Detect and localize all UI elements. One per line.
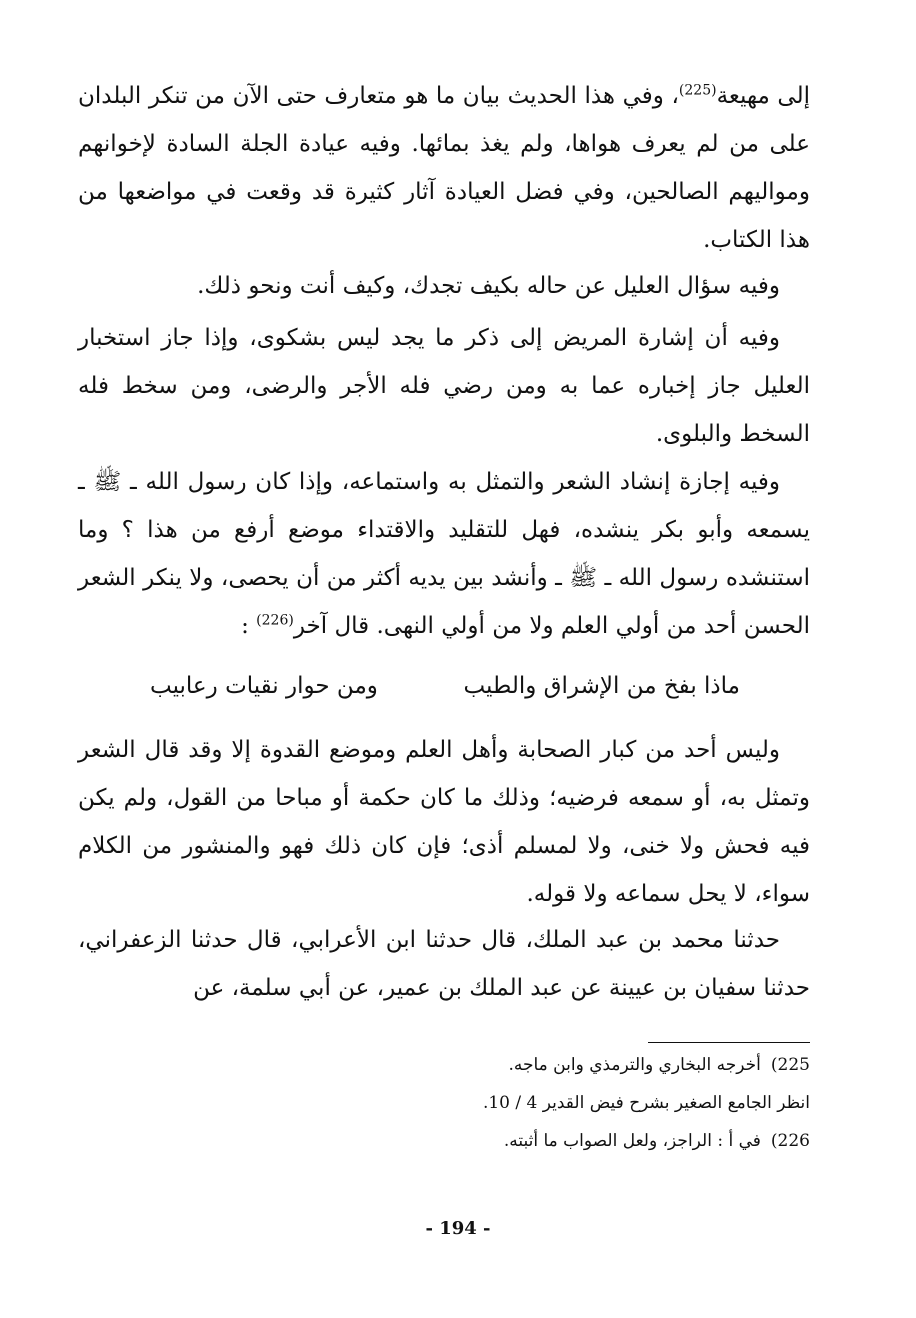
paragraph-4	[78, 458, 810, 650]
footnote-ref-225: (225)	[678, 82, 717, 99]
page-number: - 194 -	[425, 1218, 491, 1239]
footnote-225	[300, 1052, 810, 1078]
paragraph-2: وفيه سؤال العليل عن حاله بكيف تجدك، وكيف أنت ونحو ذلك.	[197, 273, 780, 299]
paragraph-4-end: :	[241, 613, 257, 639]
verse-first-hemistich: ماذا بفخ من الإشراق والطيب	[463, 673, 740, 699]
footnote-ref-226: (226)	[256, 612, 294, 629]
paragraph-4-start: وفيه إجازة إنشاد الشعر والتمثل به واستماعه، وإذا كان رسول الله ـ ﷺ ـ يسمعه وأبو بكر ينشده، فهل للتقليد والاقتداء موضع أرفع من هذا ؟ وما استنشده رسول الله ـ ﷺ ـ وأنشد بين يديه أكثر من أن يحصى، ولا ينكر الشعر الحسن أحد من أولي العلم ولا من أولي النهى. قال آخر	[78, 469, 810, 639]
paragraph-1-start: إلى مهيعة	[716, 83, 811, 109]
paragraph-3: وفيه أن إشارة المريض إلى ذكر ما يجد ليس بشكوى، وإذا جاز استخبار العليل جاز إخباره عما به ومن رضي فله الأجر والرضى، ومن سخط فله السخط والبلوى.	[78, 325, 810, 447]
footnote-number: 226)	[770, 1131, 810, 1151]
verse-second-hemistich: ومن حوار نقيات رعابيب	[150, 673, 378, 699]
footnote-text: أخرجه البخاري والترمذي وابن ماجه.	[508, 1055, 761, 1075]
paragraph-1-rest: ، وفي هذا الحديث بيان ما هو متعارف حتى الآن من تنكر البلدان على من لم يعرف هواها، ولم يغذ بمائها. وفيه عيادة الجلة السادة لإخوانهم ومواليهم الصالحين، وفي فضل العيادة آثار كثيرة قد وقعت في مواضعها من هذا الكتاب.	[78, 83, 810, 253]
paragraph-5: وليس أحد من كبار الصحابة وأهل العلم وموضع القدوة إلا وقد قال الشعر وتمثل به، أو سمعه فرضيه؛ وذلك ما كان حكمة أو مباحا من القول، ولم يكن فيه فحش ولا خنى، ولا لمسلم أذى؛ فإن كان ذلك فهو والمنشور من الكلام سواء، لا يحل سماعه ولا قوله.	[78, 737, 810, 907]
footnote-text: انظر الجامع الصغير بشرح فيض القدير 4 / 10.	[482, 1093, 810, 1113]
paragraph-6: حدثنا محمد بن عبد الملك، قال حدثنا ابن الأعرابي، قال حدثنا الزعفراني، حدثنا سفيان بن عيينة عن عبد الملك بن عمير، عن أبي سلمة، عن	[78, 927, 810, 1001]
footnote-226	[300, 1128, 810, 1154]
poetry-verse	[150, 662, 740, 710]
footnote-225-continuation	[300, 1090, 850, 1116]
footnote-text: في أ : الراجز، ولعل الصواب ما أثبته.	[503, 1131, 761, 1151]
footnote-number: 225)	[770, 1055, 810, 1075]
paragraph-1	[78, 72, 810, 264]
footnote-separator	[648, 1042, 810, 1043]
